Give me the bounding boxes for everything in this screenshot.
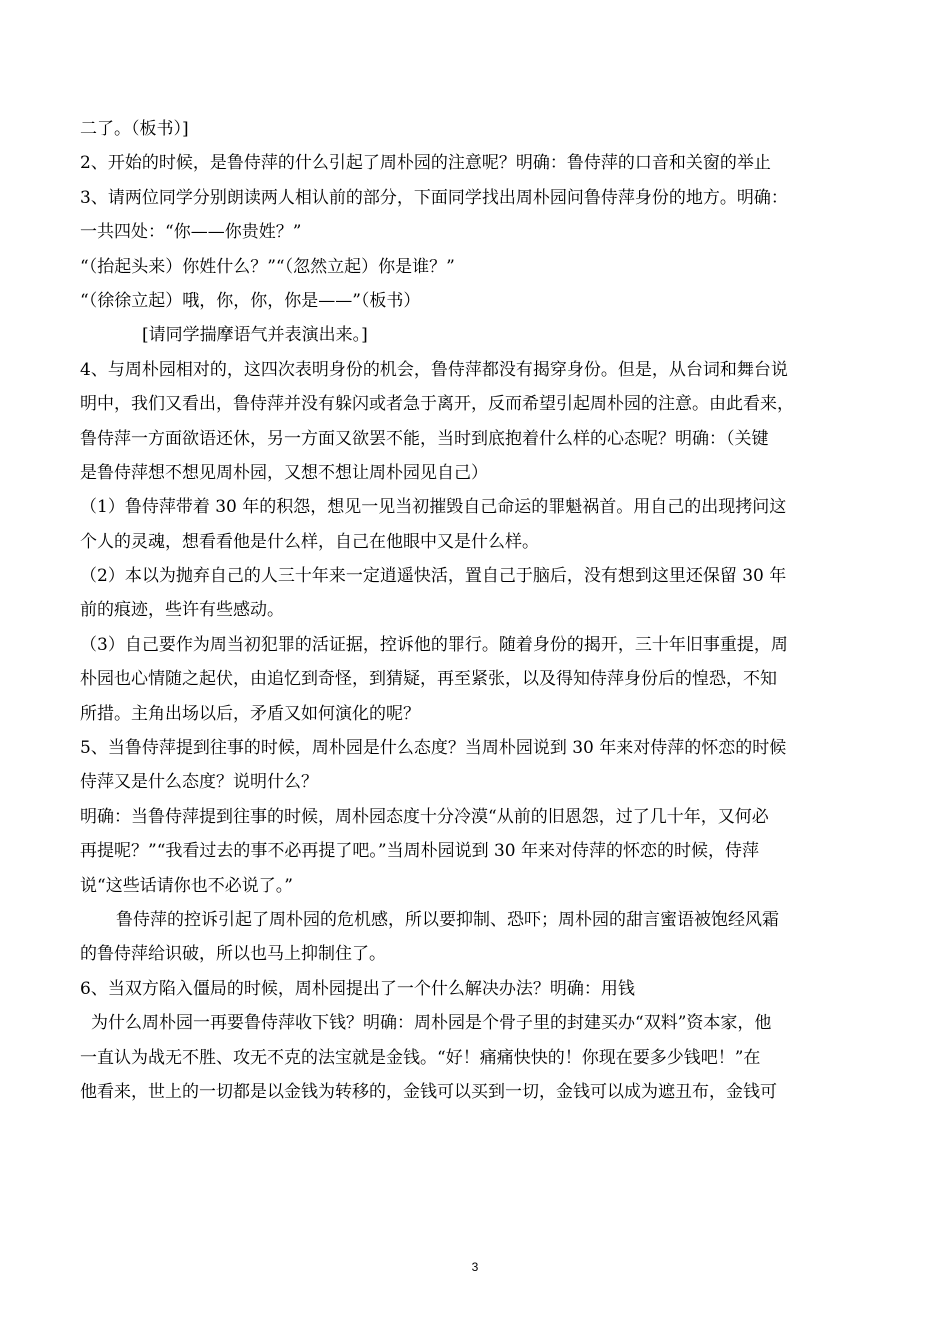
text-line: （1）鲁侍萍带着 30 年的积怨，想见一见当初摧毁自己命运的罪魁祸首。用自己的出现拷问这 — [80, 497, 787, 518]
text-line: [请同学揣摩语气并表演出来。] — [142, 325, 368, 346]
text-line: 一直认为战无不胜、攻无不克的法宝就是金钱。“好！痛痛快快的！你现在要多少钱吧！”在 — [80, 1047, 761, 1068]
text-line: “（抬起头来）你姓什么？”“（忽然立起）你是谁？” — [80, 256, 455, 277]
text-line: 说“这些话请你也不必说了。” — [80, 875, 293, 896]
text-line: 二了。（板书）] — [80, 119, 189, 139]
page-number: 3 — [471, 1260, 479, 1274]
text-line: 6、当双方陷入僵局的时候，周朴园提出了一个什么解决办法？明确：用钱 — [80, 978, 635, 999]
text-line: 侍萍又是什么态度？说明什么？ — [80, 772, 318, 793]
text-line: 前的痕迹，些许有些感动。 — [80, 600, 284, 621]
text-line: 为什么周朴园一再要鲁侍萍收下钱？明确：周朴园是个骨子里的封建买办“双料”资本家，他 — [91, 1013, 772, 1034]
text-line: 鲁侍萍的控诉引起了周朴园的危机感，所以要抑制、恐吓；周朴园的甜言蜜语被饱经风霜 — [116, 909, 779, 930]
text-line: 是鲁侍萍想不想见周朴园，又想不想让周朴园见自己） — [80, 462, 488, 483]
document-body — [80, 112, 880, 1109]
text-line: 明中，我们又看出，鲁侍萍并没有躲闪或者急于离开，反而希望引起周朴园的注意。由此看来， — [80, 394, 794, 415]
text-line: 的鲁侍萍给识破，所以也马上抑制住了。 — [80, 944, 386, 965]
text-line: 2、开始的时候，是鲁侍萍的什么引起了周朴园的注意呢？明确：鲁侍萍的口音和关窗的举止 — [80, 153, 771, 174]
text-line: 3、请两位同学分别朗读两人相认前的部分，下面同学找出周朴园问鲁侍萍身份的地方。明确： — [80, 187, 788, 208]
text-line: 一共四处：“你——你贵姓？” — [80, 222, 302, 243]
text-line: 他看来，世上的一切都是以金钱为转移的，金钱可以买到一切，金钱可以成为遮丑布，金钱可 — [80, 1081, 777, 1102]
text-line: （3）自己要作为周当初犯罪的活证据，控诉他的罪行。随着身份的揭开，三十年旧事重提，周 — [80, 634, 788, 655]
text-line: 明确：当鲁侍萍提到往事的时候，周朴园态度十分冷漠“从前的旧恩怨，过了几十年，又何必 — [80, 806, 769, 827]
text-line: 所措。主角出场以后，矛盾又如何演化的呢？ — [80, 703, 420, 724]
text-line: 个人的灵魂，想看看他是什么样，自己在他眼中又是什么样。 — [80, 531, 539, 552]
text-line: 4、与周朴园相对的，这四次表明身份的机会，鲁侍萍都没有揭穿身份。但是，从台词和舞台说 — [80, 359, 788, 380]
text-line: 朴园也心情随之起伏，由追忆到奇怪，到猜疑，再至紧张，以及得知侍萍身份后的惶恐，不知 — [80, 669, 777, 690]
text-line: 5、当鲁侍萍提到往事的时候，周朴园是什么态度？当周朴园说到 30 年来对侍萍的怀恋的时候 — [80, 738, 787, 759]
text-line: “（徐徐立起）哦，你，你，你是——”（板书） — [80, 290, 421, 311]
text-line: 鲁侍萍一方面欲语还休，另一方面又欲罢不能，当时到底抱着什么样的心态呢？明确：（关键 — [80, 428, 769, 449]
text-line: 再提呢？”“我看过去的事不必再提了吧。”当周朴园说到 30 年来对侍萍的怀恋的时候，侍萍 — [80, 841, 760, 862]
text-line: （2）本以为抛弃自己的人三十年来一定逍遥快活，置自己于脑后，没有想到这里还保留 30 年 — [80, 566, 787, 587]
